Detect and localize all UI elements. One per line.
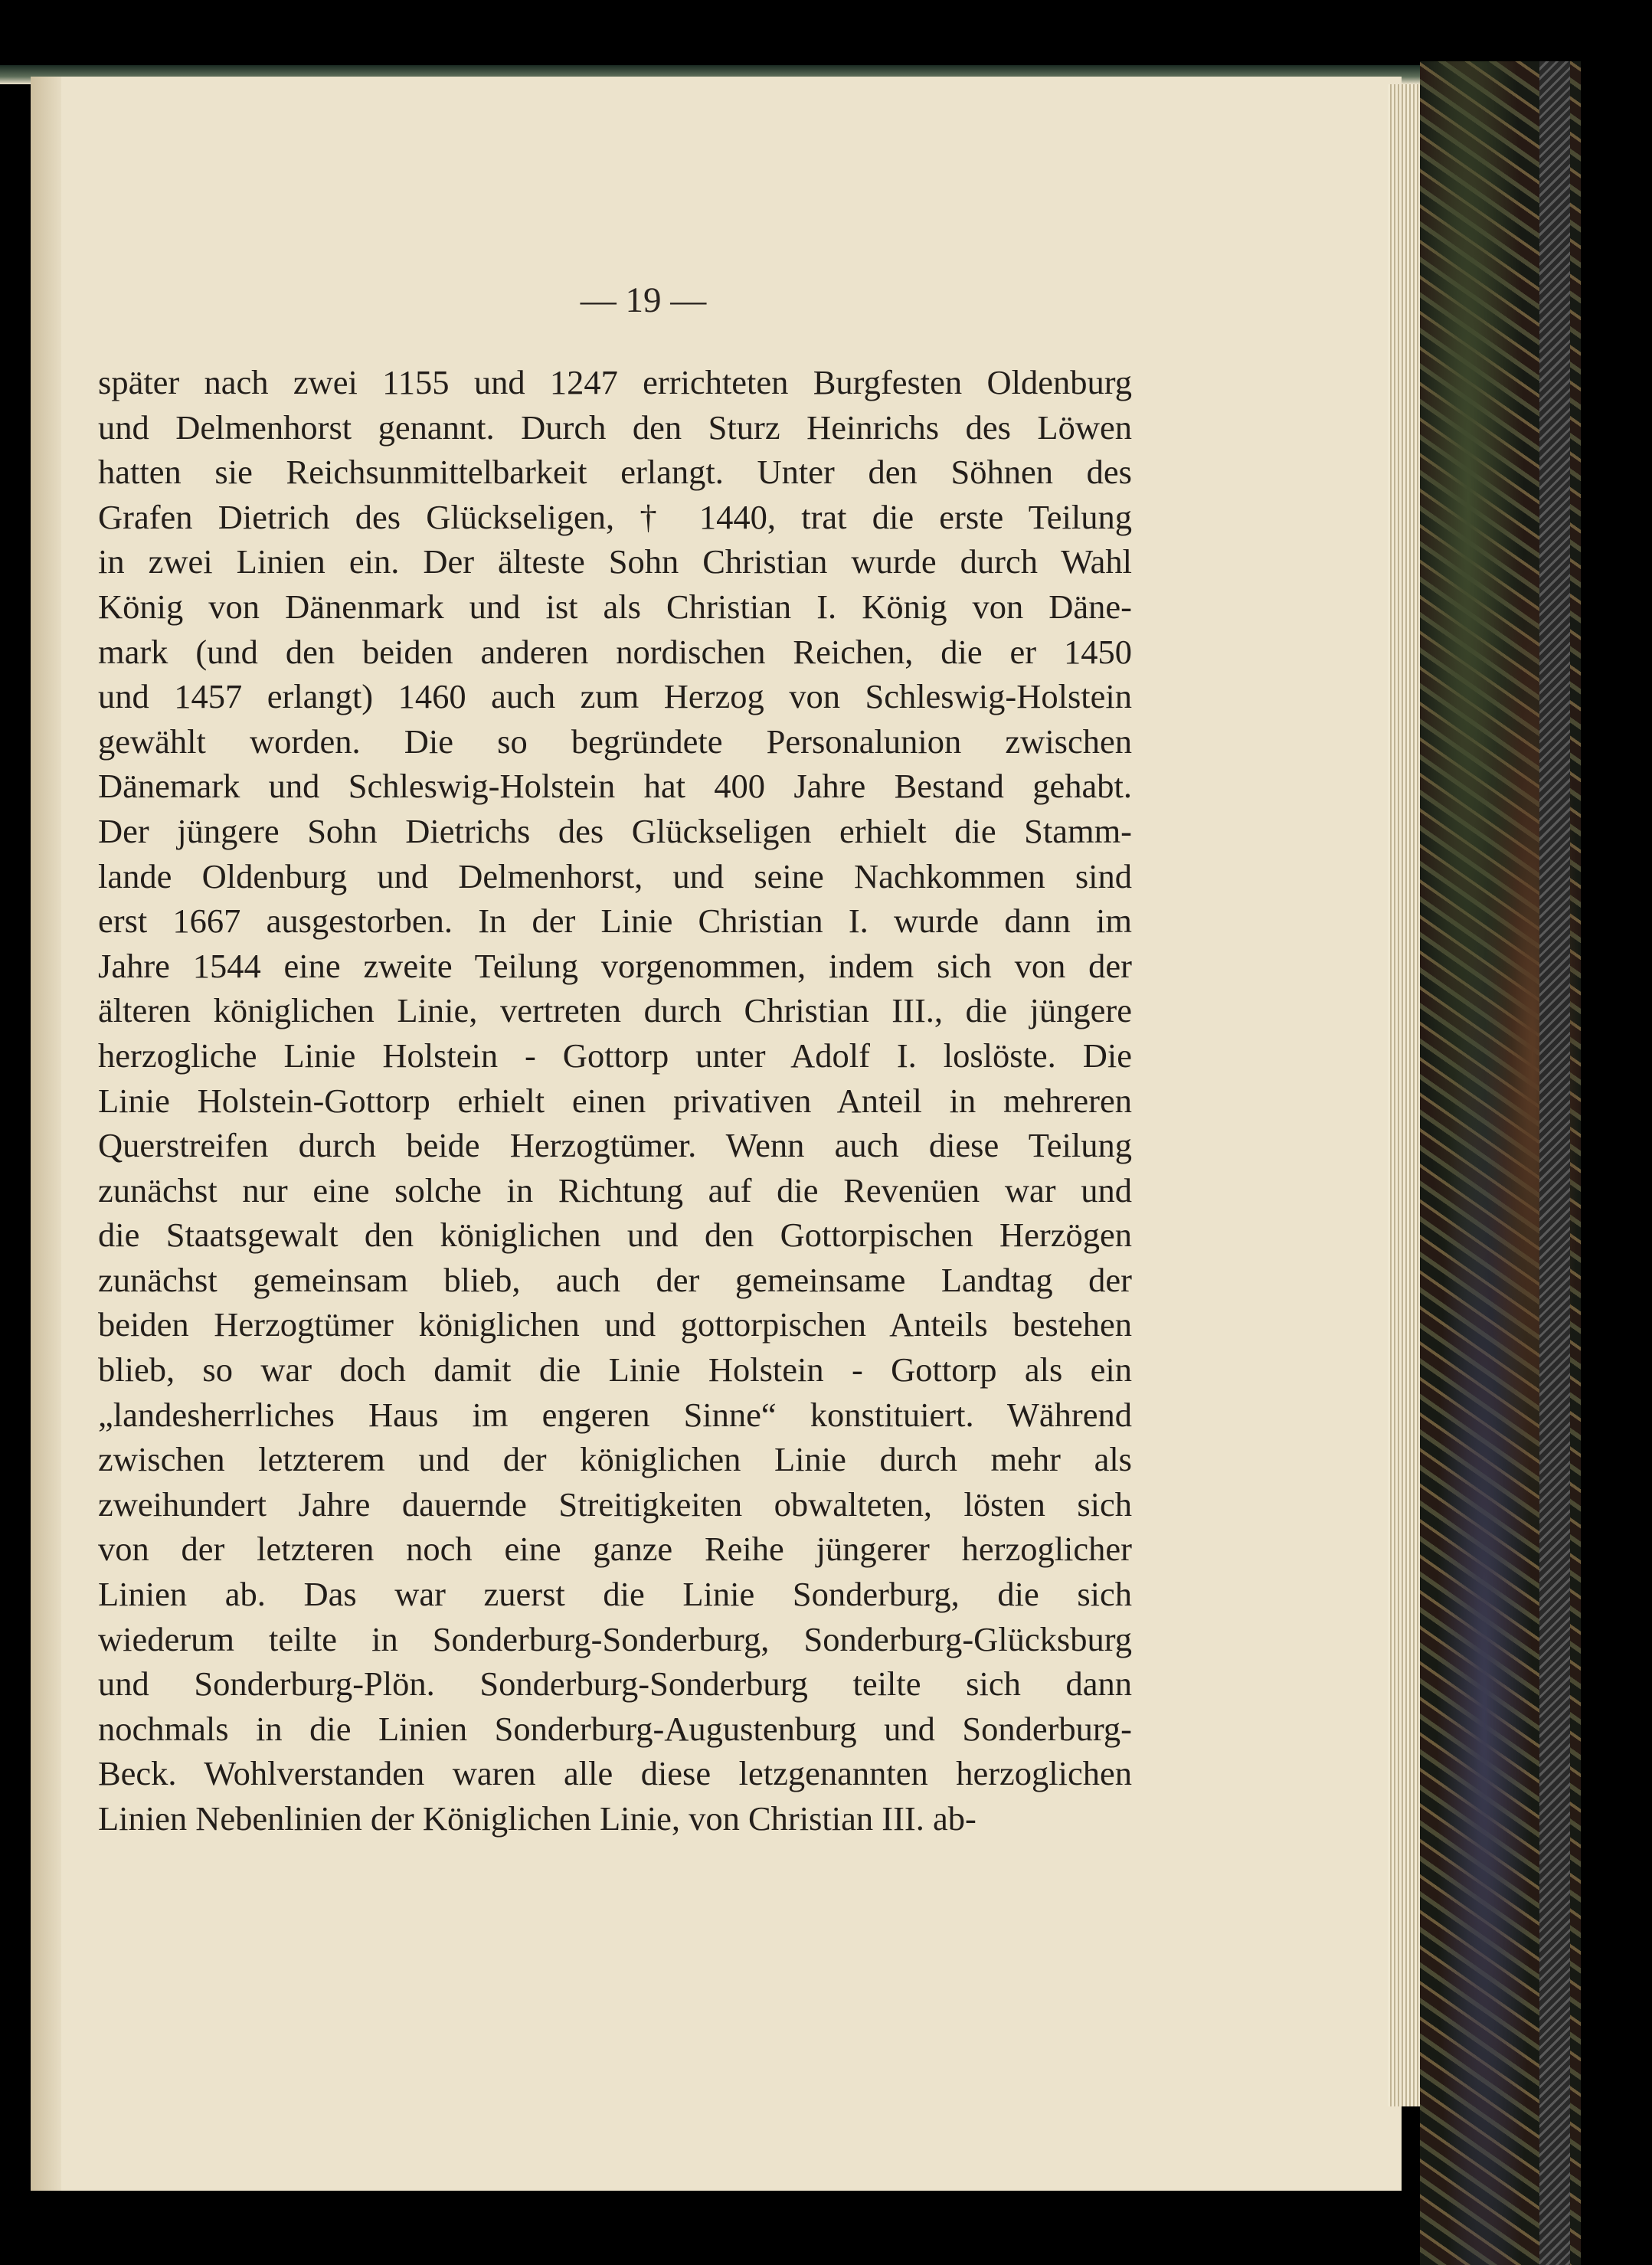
text-line: später nach zwei 1155 und 1247 errichteten Burgfesten Oldenburg [98,363,1132,401]
text-line: Der jüngere Sohn Dietrichs des Glückseligen erhielt die Stamm- [98,811,1132,850]
text-line: Grafen Dietrich des Glückseligen, † 1440, trat die erste Teilung [98,497,1132,536]
text-line: erst 1667 ausgestorben. In der Linie Christian I. wurde dann im [98,902,1132,941]
cover-spine-strip [1539,61,1570,2265]
text-line: mark (und den beiden anderen nordischen Reichen, die er 1450 [98,632,1132,671]
text-line: zwischen letzterem und der königlichen Linie durch mehr als [98,1440,1132,1479]
text-line: zweihundert Jahre dauernde Streitigkeiten obwalteten, lösten sich [98,1484,1132,1524]
text-line: Dänemark und Schleswig-Holstein hat 400 Jahre Bestand gehabt. [98,767,1132,806]
text-line: Beck. Wohlverstanden waren alle diese letzgenannten herzoglichen [98,1754,1132,1793]
text-line: zunächst nur eine solche in Richtung auf die Revenüen war und [98,1170,1132,1209]
text-line: blieb, so war doch damit die Linie Holstein - Gottorp als ein [98,1350,1132,1389]
book-page [31,77,1402,2191]
text-line: herzogliche Linie Holstein - Gottorp unter Adolf I. loslöste. Die [98,1036,1132,1075]
text-line: Jahre 1544 eine zweite Teilung vorgenommen, indem sich von der [98,946,1132,985]
text-line: Linien ab. Das war zuerst die Linie Sonderburg, die sich [98,1575,1132,1614]
text-line: Linien Nebenlinien der Königlichen Linie, von Christian III. ab- [98,1799,976,1838]
text-line: lande Oldenburg und Delmenhorst, und seine Nachkommen sind [98,856,1132,895]
text-line: die Staatsgewalt den königlichen und den Gottorpischen Herzögen [98,1216,1132,1255]
text-line: König von Dänenmark und ist als Christian I. König von Däne- [98,587,1132,626]
text-line: älteren königlichen Linie, vertreten durch Christian III., die jüngere [98,991,1132,1030]
text-line: und 1457 erlangt) 1460 auch zum Herzog von Schleswig-Holstein [98,677,1132,716]
text-line: und Delmenhorst genannt. Durch den Sturz Heinrichs des Löwen [98,408,1132,447]
text-line: Linie Holstein-Gottorp erhielt einen privativen Anteil in mehreren [98,1081,1132,1120]
body-text [98,360,1132,1841]
text-line: „landesherrliches Haus im engeren Sinne“ konstituiert. Während [98,1395,1132,1434]
text-line: wiederum teilte in Sonderburg-Sonderburg, Sonderburg-Glücksburg [98,1619,1132,1658]
text-line: Querstreifen durch beide Herzogtümer. Wenn auch diese Teilung [98,1126,1132,1165]
text-line: von der letzteren noch eine ganze Reihe jüngerer herzoglicher [98,1530,1132,1569]
text-line: beiden Herzogtümer königlichen und gottorpischen Anteils bestehen [98,1305,1132,1344]
page-gutter [31,77,61,2191]
text-line: und Sonderburg-Plön. Sonderburg-Sonderburg teilte sich dann [98,1664,1132,1704]
text-line: in zwei Linien ein. Der älteste Sohn Christian wurde durch Wahl [98,542,1132,581]
text-line: hatten sie Reichsunmittelbarkeit erlangt. Unter den Söhnen des [98,453,1132,492]
page-block-edges [1388,84,1420,2106]
text-line: zunächst gemeinsam blieb, auch der gemeinsame Landtag der [98,1260,1132,1299]
text-line: gewählt worden. Die so begründete Personalunion zwischen [98,722,1132,761]
page-number: — 19 — [580,280,707,320]
text-line: nochmals in die Linien Sonderburg-Augustenburg und Sonderburg- [98,1709,1132,1748]
